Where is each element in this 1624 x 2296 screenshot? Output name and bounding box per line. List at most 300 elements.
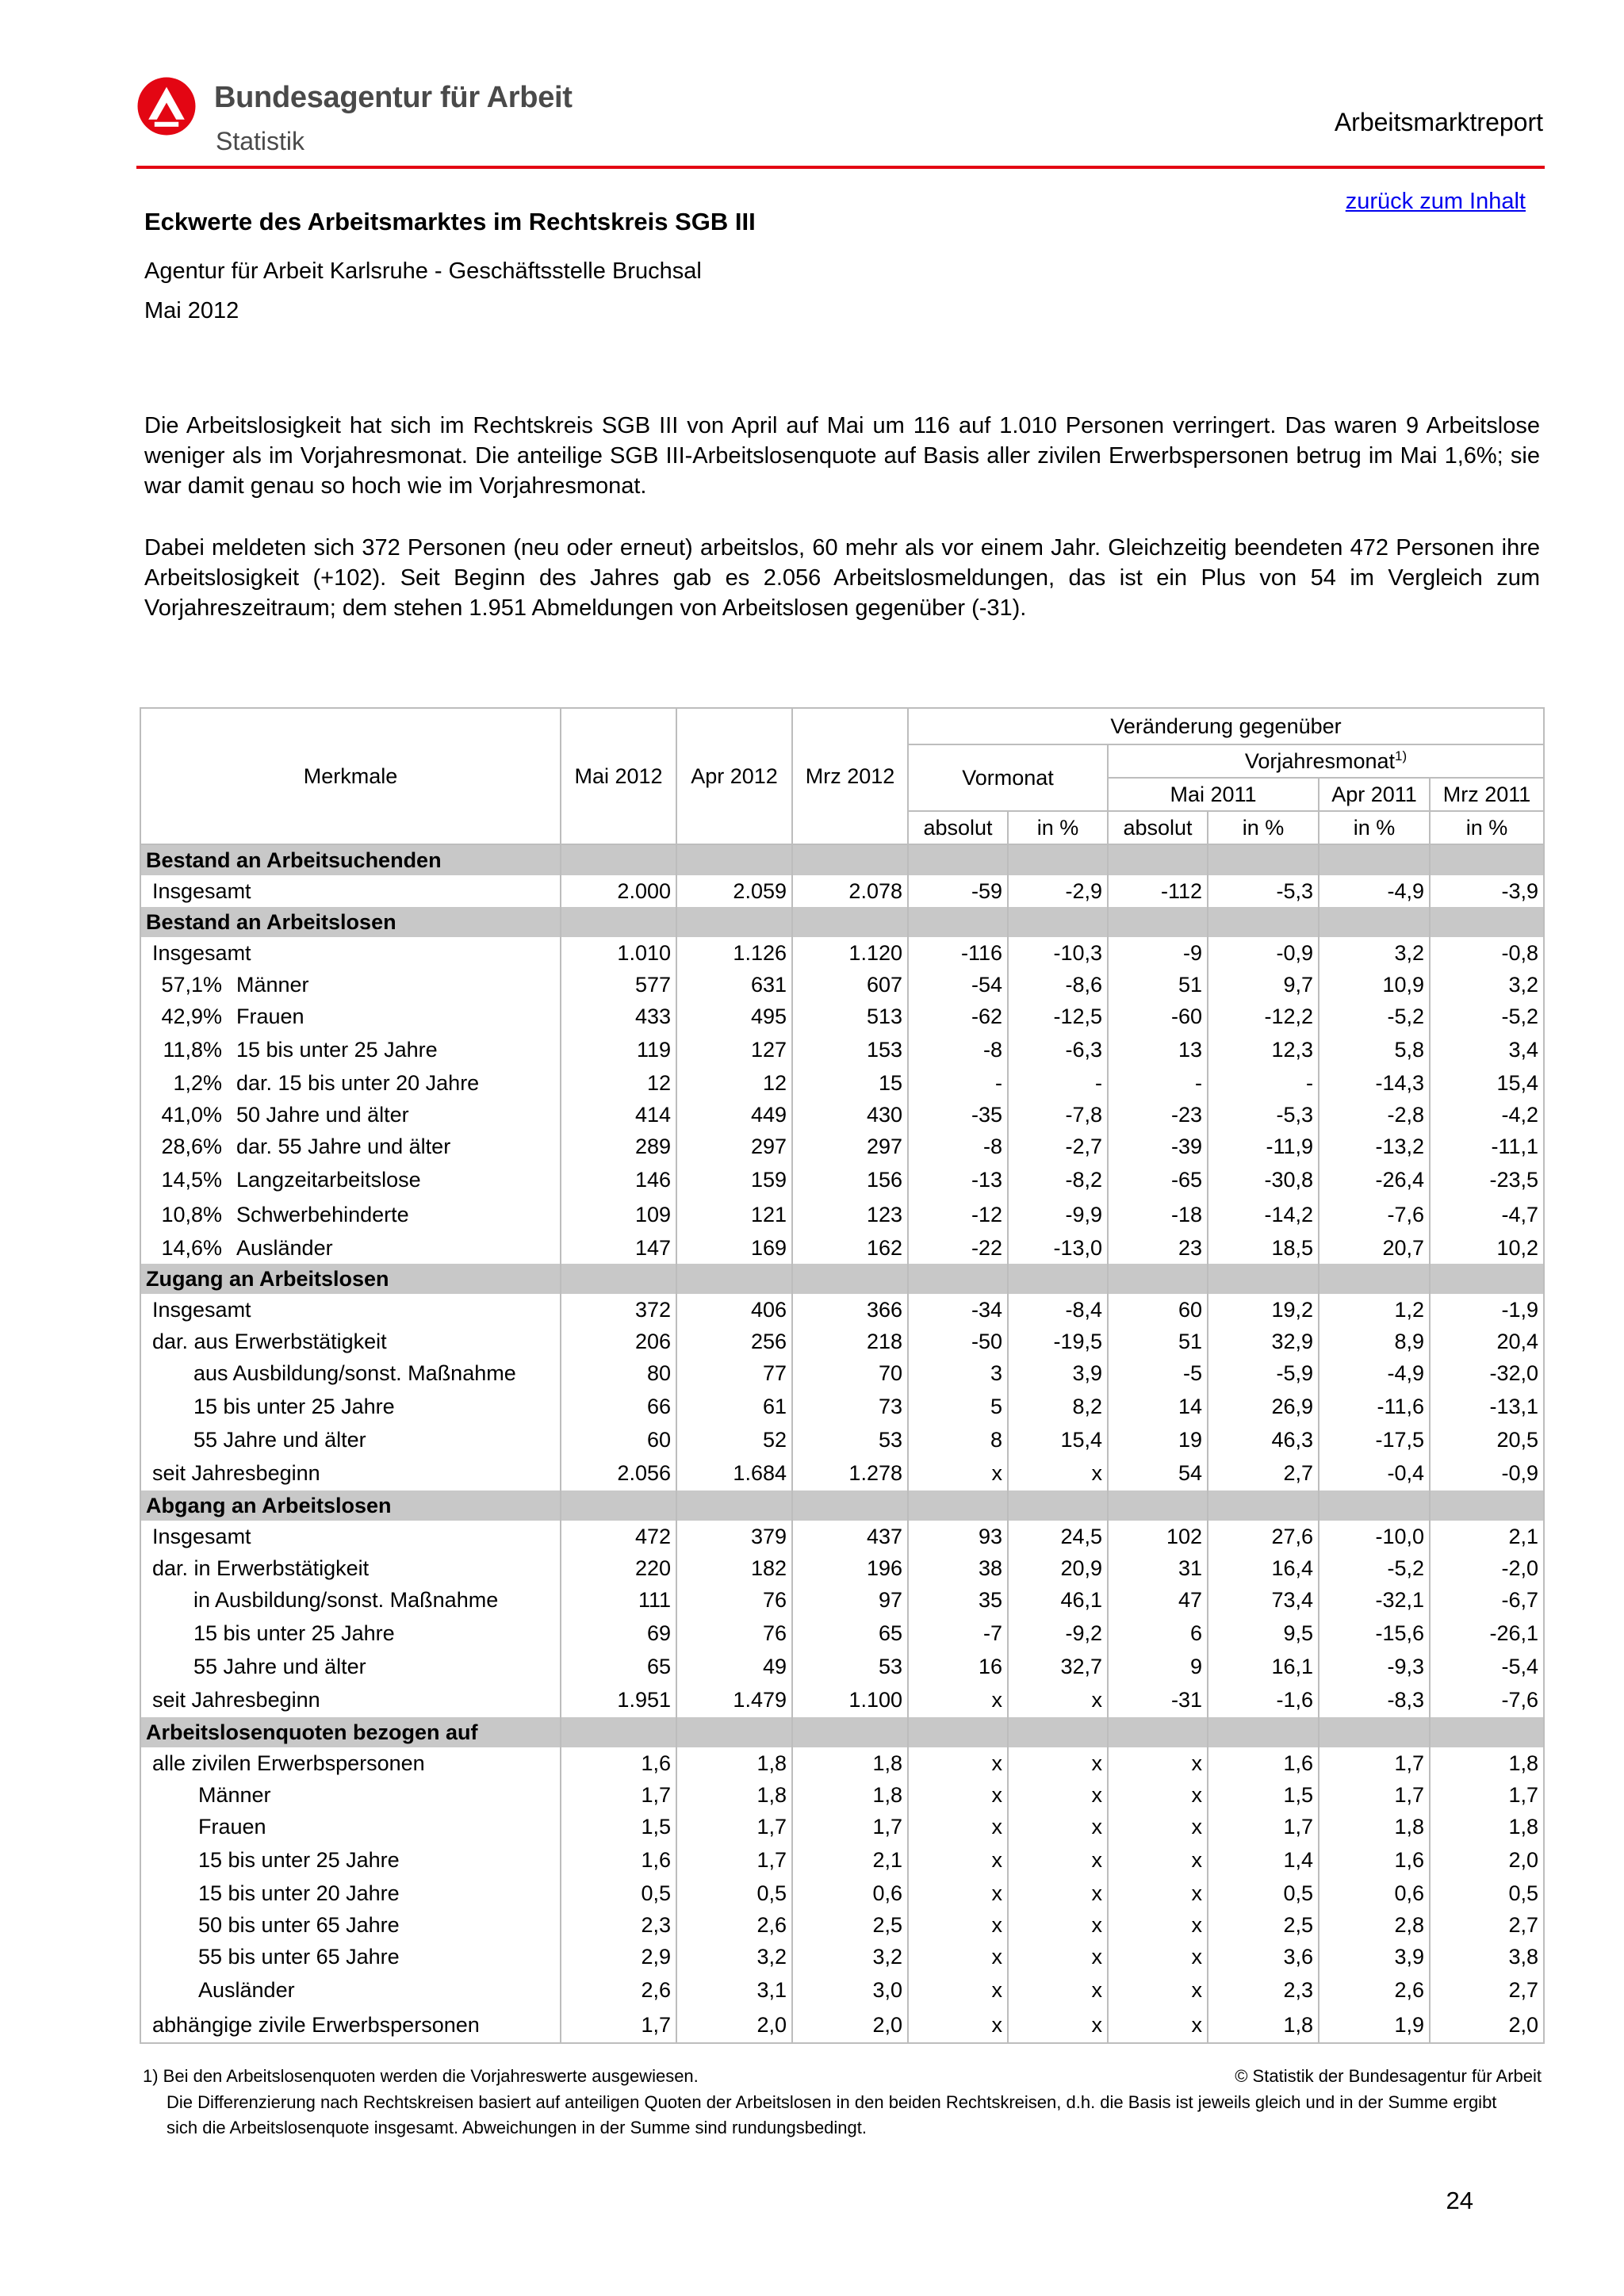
value-cell: -3,9 — [1430, 875, 1544, 907]
value-cell: 97 — [792, 1584, 908, 1616]
row-label: 55 bis unter 65 Jahre — [198, 1944, 400, 1969]
value-cell: -32,0 — [1430, 1357, 1544, 1389]
value-cell: x — [1008, 1973, 1108, 2007]
value-cell: 61 — [676, 1389, 792, 1424]
value-cell: 1,7 — [561, 1779, 676, 1811]
value-cell: x — [1008, 1877, 1108, 1909]
value-cell: 1,7 — [1208, 1811, 1319, 1843]
value-cell: x — [908, 1682, 1008, 1717]
value-cell: -15,6 — [1319, 1616, 1430, 1651]
section-title: Abgang an Arbeitslosen — [140, 1490, 561, 1521]
value-cell: 1.684 — [676, 1456, 792, 1490]
value-cell: 289 — [561, 1131, 676, 1162]
row-label: 15 bis unter 20 Jahre — [198, 1881, 400, 1905]
value-cell: -26,1 — [1430, 1616, 1544, 1651]
value-cell: 123 — [792, 1197, 908, 1232]
value-cell: 1.479 — [676, 1682, 792, 1717]
header-vormonat: Vormonat — [908, 744, 1108, 811]
value-cell: 15,4 — [1008, 1424, 1108, 1456]
section-fill-cell — [1008, 907, 1108, 937]
value-cell: 38 — [908, 1552, 1008, 1584]
value-cell: 14 — [1108, 1389, 1208, 1424]
brand-name: Bundesagentur für Arbeit — [214, 81, 573, 114]
value-cell: -12,2 — [1208, 1001, 1319, 1032]
value-cell: 12 — [561, 1067, 676, 1099]
row-label: seit Jahresbeginn — [152, 1460, 320, 1485]
value-cell: 1,7 — [676, 1811, 792, 1843]
value-cell: 2,1 — [1430, 1521, 1544, 1552]
section-fill-cell — [561, 844, 676, 875]
row-label-cell — [140, 1326, 561, 1357]
row-label-cell — [140, 1032, 561, 1067]
section-fill-cell — [1108, 1490, 1208, 1521]
table-row — [140, 1843, 1544, 1877]
section-fill-cell — [792, 844, 908, 875]
row-label: in Ausbildung/sonst. Maßnahme — [193, 1587, 499, 1612]
value-cell: -35 — [908, 1099, 1008, 1131]
report-period: Mai 2012 — [144, 298, 239, 323]
value-cell: 3,4 — [1430, 1032, 1544, 1067]
value-cell: -14,2 — [1208, 1197, 1319, 1232]
value-cell: 3 — [908, 1357, 1008, 1389]
value-cell: 12 — [676, 1067, 792, 1099]
value-cell: 206 — [561, 1326, 676, 1357]
section-fill-cell — [1108, 907, 1208, 937]
value-cell: 65 — [561, 1651, 676, 1682]
value-cell: 297 — [676, 1131, 792, 1162]
footnote-mark: 1) — [1395, 748, 1408, 763]
header-vorjahresmonat — [1108, 744, 1544, 778]
value-cell: 220 — [561, 1552, 676, 1584]
value-cell: x — [1008, 1941, 1108, 1973]
value-cell: 109 — [561, 1197, 676, 1232]
value-cell: 146 — [561, 1162, 676, 1197]
value-cell: 9,7 — [1208, 969, 1319, 1001]
header-merkmale: Merkmale — [140, 708, 561, 844]
value-cell: 2,0 — [1430, 1843, 1544, 1877]
value-cell: 19 — [1108, 1424, 1208, 1456]
header-vormonat-absolut: absolut — [908, 811, 1008, 844]
header-vorjahr-inpct: in % — [1208, 811, 1319, 844]
value-cell: -5,2 — [1430, 1001, 1544, 1032]
value-cell: -9,3 — [1319, 1651, 1430, 1682]
value-cell: 1,7 — [792, 1811, 908, 1843]
header-veraenderung: Veränderung gegenüber — [908, 708, 1544, 744]
value-cell: 2.000 — [561, 875, 676, 907]
value-cell: 73 — [792, 1389, 908, 1424]
row-label: 50 bis unter 65 Jahre — [198, 1912, 400, 1937]
value-cell: 196 — [792, 1552, 908, 1584]
row-label-cell — [140, 1616, 561, 1651]
table-body — [140, 844, 1544, 2043]
section-title: Arbeitslosenquoten bezogen auf — [140, 1717, 561, 1747]
value-cell: 2,6 — [1319, 1973, 1430, 2007]
header-apr-2011: Apr 2011 — [1319, 778, 1430, 811]
value-cell: x — [1108, 1973, 1208, 2007]
row-label: dar. 55 Jahre und älter — [236, 1134, 451, 1158]
value-cell: 49 — [676, 1651, 792, 1682]
section-fill-cell — [676, 907, 792, 937]
value-cell: 1,9 — [1319, 2007, 1430, 2043]
value-cell: 127 — [676, 1032, 792, 1067]
value-cell: 51 — [1108, 969, 1208, 1001]
value-cell: -12,5 — [1008, 1001, 1108, 1032]
value-cell: -7,8 — [1008, 1099, 1108, 1131]
value-cell: -13,0 — [1008, 1232, 1108, 1264]
value-cell: 24,5 — [1008, 1521, 1108, 1552]
value-cell: 2,9 — [561, 1941, 676, 1973]
value-cell: 16 — [908, 1651, 1008, 1682]
value-cell: -5,9 — [1208, 1357, 1319, 1389]
row-label-cell — [140, 1941, 561, 1973]
value-cell: -7,6 — [1430, 1682, 1544, 1717]
section-fill-cell — [1008, 1490, 1108, 1521]
row-label-cell — [140, 1456, 561, 1490]
section-fill-cell — [908, 1264, 1008, 1294]
value-cell: 60 — [561, 1424, 676, 1456]
header-mrz-2011: Mrz 2011 — [1430, 778, 1544, 811]
value-cell: -8 — [908, 1032, 1008, 1067]
value-cell: 0,6 — [1319, 1877, 1430, 1909]
value-cell: 13 — [1108, 1032, 1208, 1067]
value-cell: x — [908, 1747, 1008, 1779]
table-row — [140, 1032, 1544, 1067]
value-cell: 10,9 — [1319, 969, 1430, 1001]
value-cell: -19,5 — [1008, 1326, 1108, 1357]
row-label-cell — [140, 1584, 561, 1616]
row-label-cell — [140, 969, 561, 1001]
header-rule — [136, 166, 1545, 169]
share-percent: 1,2% — [173, 1070, 222, 1095]
section-fill-cell — [676, 1490, 792, 1521]
section-fill-cell — [792, 907, 908, 937]
value-cell: x — [1108, 1877, 1208, 1909]
value-cell: -12 — [908, 1197, 1008, 1232]
value-cell: x — [1008, 1843, 1108, 1877]
value-cell: 1,5 — [561, 1811, 676, 1843]
row-label-cell — [140, 1973, 561, 2007]
row-label: Insgesamt — [152, 1524, 251, 1548]
value-cell: 513 — [792, 1001, 908, 1032]
row-label-cell — [140, 1294, 561, 1326]
value-cell: -14,3 — [1319, 1067, 1430, 1099]
value-cell: x — [908, 1843, 1008, 1877]
value-cell: 77 — [676, 1357, 792, 1389]
value-cell: 2,6 — [676, 1909, 792, 1941]
section-fill-cell — [1208, 1490, 1319, 1521]
table-row — [140, 1232, 1544, 1264]
value-cell: -60 — [1108, 1001, 1208, 1032]
value-cell: 8 — [908, 1424, 1008, 1456]
row-label-cell — [140, 2007, 561, 2043]
table-row — [140, 2007, 1544, 2043]
value-cell: x — [1008, 1811, 1108, 1843]
value-cell: -31 — [1108, 1682, 1208, 1717]
value-cell: 8,2 — [1008, 1389, 1108, 1424]
value-cell: 10,2 — [1430, 1232, 1544, 1264]
section-title: Bestand an Arbeitslosen — [140, 907, 561, 937]
row-label: dar. aus Erwerbstätigkeit — [152, 1329, 387, 1353]
value-cell: 73,4 — [1208, 1584, 1319, 1616]
value-cell: 3,6 — [1208, 1941, 1319, 1973]
value-cell: 1,6 — [1319, 1843, 1430, 1877]
row-label: 15 bis unter 25 Jahre — [193, 1394, 395, 1418]
value-cell: x — [1108, 1811, 1208, 1843]
value-cell: 121 — [676, 1197, 792, 1232]
value-cell: 433 — [561, 1001, 676, 1032]
value-cell: 2,5 — [792, 1909, 908, 1941]
table-row — [140, 969, 1544, 1001]
row-label-cell — [140, 1099, 561, 1131]
value-cell: 2,1 — [792, 1843, 908, 1877]
row-label-cell — [140, 1389, 561, 1424]
header-mrz2011-inpct: in % — [1430, 811, 1544, 844]
value-cell: 32,9 — [1208, 1326, 1319, 1357]
value-cell: x — [1108, 1843, 1208, 1877]
value-cell: 102 — [1108, 1521, 1208, 1552]
value-cell: - — [1008, 1067, 1108, 1099]
value-cell: 3,8 — [1430, 1941, 1544, 1973]
section-fill-cell — [792, 1264, 908, 1294]
header-mai-2011: Mai 2011 — [1108, 778, 1319, 811]
table-row — [140, 1067, 1544, 1099]
section-fill-cell — [676, 1717, 792, 1747]
report-title: Arbeitsmarktreport — [1334, 108, 1543, 136]
value-cell: -32,1 — [1319, 1584, 1430, 1616]
value-cell: 182 — [676, 1552, 792, 1584]
section-fill-cell — [1108, 1717, 1208, 1747]
table-row — [140, 1389, 1544, 1424]
value-cell: 26,9 — [1208, 1389, 1319, 1424]
value-cell: x — [908, 1941, 1008, 1973]
value-cell: 379 — [676, 1521, 792, 1552]
section-fill-cell — [1430, 1717, 1544, 1747]
row-label-cell — [140, 1779, 561, 1811]
table-row — [140, 1099, 1544, 1131]
value-cell: 27,6 — [1208, 1521, 1319, 1552]
value-cell: 111 — [561, 1584, 676, 1616]
value-cell: x — [1008, 2007, 1108, 2043]
row-label-cell — [140, 1197, 561, 1232]
value-cell: 16,1 — [1208, 1651, 1319, 1682]
header-mrz-2012: Mrz 2012 — [792, 708, 908, 844]
value-cell: 51 — [1108, 1326, 1208, 1357]
section-fill-cell — [792, 1717, 908, 1747]
value-cell: 16,4 — [1208, 1552, 1319, 1584]
value-cell: 2,7 — [1208, 1456, 1319, 1490]
value-cell: 5 — [908, 1389, 1008, 1424]
summary-paragraph-2: Dabei meldeten sich 372 Personen (neu oder erneut) arbeitslos, 60 mehr als vor einem Jahr. Gleichzeitig beendeten 472 Personen ihre Arbeitslosigkeit (+102). Seit Beginn des Jahres gab es 2.056 Arbeitslosmeldungen, das ist ein Plus von 54 im Vergleich zum Vorjahreszeitraum; dem stehen 1.951 Abmeldungen von Arbeitslosen gegenüber (-31). — [144, 535, 1540, 621]
section-fill-cell — [1208, 1717, 1319, 1747]
value-cell: 1.010 — [561, 937, 676, 969]
page-title: Eckwerte des Arbeitsmarktes im Rechtskreis SGB III — [144, 208, 756, 235]
value-cell: x — [908, 2007, 1008, 2043]
section-fill-cell — [1008, 1717, 1108, 1747]
row-label: dar. in Erwerbstätigkeit — [152, 1556, 370, 1580]
value-cell: 1.120 — [792, 937, 908, 969]
value-cell: 80 — [561, 1357, 676, 1389]
value-cell: 69 — [561, 1616, 676, 1651]
row-label: alle zivilen Erwerbspersonen — [152, 1751, 425, 1775]
value-cell: -8,4 — [1008, 1294, 1108, 1326]
section-fill-cell — [1430, 1490, 1544, 1521]
table-row — [140, 1682, 1544, 1717]
value-cell: x — [1108, 1941, 1208, 1973]
section-fill-cell — [908, 1717, 1008, 1747]
section-fill-cell — [1108, 1264, 1208, 1294]
value-cell: x — [908, 1973, 1008, 2007]
value-cell: -65 — [1108, 1162, 1208, 1197]
value-cell: -4,9 — [1319, 1357, 1430, 1389]
value-cell: 449 — [676, 1099, 792, 1131]
value-cell: x — [1008, 1747, 1108, 1779]
value-cell: 1,8 — [792, 1747, 908, 1779]
value-cell: -13,1 — [1430, 1389, 1544, 1424]
value-cell: 2,6 — [561, 1973, 676, 2007]
table-row — [140, 1811, 1544, 1843]
table-row — [140, 1456, 1544, 1490]
value-cell: 2,5 — [1208, 1909, 1319, 1941]
value-cell: 218 — [792, 1326, 908, 1357]
row-label: Männer — [236, 972, 309, 997]
table-row — [140, 1584, 1544, 1616]
value-cell: 15 — [792, 1067, 908, 1099]
table-row — [140, 1001, 1544, 1032]
row-label: aus Ausbildung/sonst. Maßnahme — [193, 1360, 516, 1385]
header-vorjahr-absolut: absolut — [1108, 811, 1208, 844]
value-cell: -5,2 — [1319, 1552, 1430, 1584]
value-cell: 162 — [792, 1232, 908, 1264]
value-cell: 1.951 — [561, 1682, 676, 1717]
value-cell: -8 — [908, 1131, 1008, 1162]
value-cell: -9 — [1108, 937, 1208, 969]
section-fill-cell — [561, 907, 676, 937]
table-row — [140, 937, 1544, 969]
section-fill-cell — [1430, 844, 1544, 875]
value-cell: 1,8 — [676, 1747, 792, 1779]
value-cell: -8,3 — [1319, 1682, 1430, 1717]
value-cell: -62 — [908, 1001, 1008, 1032]
value-cell: 1.278 — [792, 1456, 908, 1490]
value-cell: -0,8 — [1430, 937, 1544, 969]
row-label-cell — [140, 1357, 561, 1389]
value-cell: 3,9 — [1319, 1941, 1430, 1973]
value-cell: 153 — [792, 1032, 908, 1067]
agency-name: Agentur für Arbeit Karlsruhe - Geschäftsstelle Bruchsal — [144, 258, 702, 284]
value-cell: 23 — [1108, 1232, 1208, 1264]
table-row — [140, 1877, 1544, 1909]
value-cell: 19,2 — [1208, 1294, 1319, 1326]
section-fill-cell — [1008, 844, 1108, 875]
table-row — [140, 1651, 1544, 1682]
table-row — [140, 1552, 1544, 1584]
back-to-contents-link[interactable]: zurück zum Inhalt — [1345, 189, 1526, 214]
section-header-row — [140, 844, 1544, 875]
section-fill-cell — [1208, 844, 1319, 875]
value-cell: -10,0 — [1319, 1521, 1430, 1552]
value-cell: 3,2 — [676, 1941, 792, 1973]
value-cell: 119 — [561, 1032, 676, 1067]
value-cell: -2,7 — [1008, 1131, 1108, 1162]
value-cell: 3,1 — [676, 1973, 792, 2007]
value-cell: 18,5 — [1208, 1232, 1319, 1264]
value-cell: x — [908, 1456, 1008, 1490]
value-cell: x — [1108, 2007, 1208, 2043]
value-cell: 1,6 — [561, 1843, 676, 1877]
share-percent: 14,5% — [161, 1167, 222, 1192]
value-cell: x — [908, 1877, 1008, 1909]
row-label: 55 Jahre und älter — [193, 1654, 366, 1678]
value-cell: 159 — [676, 1162, 792, 1197]
value-cell: 15,4 — [1430, 1067, 1544, 1099]
value-cell: 70 — [792, 1357, 908, 1389]
row-label: Männer — [198, 1782, 271, 1807]
table-row — [140, 1616, 1544, 1651]
header-mai-2012: Mai 2012 — [561, 708, 676, 844]
row-label-cell — [140, 1811, 561, 1843]
value-cell: 32,7 — [1008, 1651, 1108, 1682]
value-cell: -5,3 — [1208, 1099, 1319, 1131]
value-cell: -4,9 — [1319, 875, 1430, 907]
section-header-row — [140, 907, 1544, 937]
row-label: Ausländer — [236, 1235, 333, 1260]
value-cell: -10,3 — [1008, 937, 1108, 969]
value-cell: -11,6 — [1319, 1389, 1430, 1424]
section-fill-cell — [1319, 844, 1430, 875]
section-header-row — [140, 1717, 1544, 1747]
value-cell: 9 — [1108, 1651, 1208, 1682]
value-cell: -112 — [1108, 875, 1208, 907]
value-cell: 76 — [676, 1616, 792, 1651]
value-cell: 5,8 — [1319, 1032, 1430, 1067]
value-cell: 8,9 — [1319, 1326, 1430, 1357]
value-cell: -1,6 — [1208, 1682, 1319, 1717]
section-fill-cell — [1319, 907, 1430, 937]
value-cell: 1,5 — [1208, 1779, 1319, 1811]
row-label: dar. 15 bis unter 20 Jahre — [236, 1070, 480, 1095]
value-cell: -18 — [1108, 1197, 1208, 1232]
value-cell: x — [1108, 1747, 1208, 1779]
row-label-cell — [140, 1067, 561, 1099]
value-cell: 2.059 — [676, 875, 792, 907]
header-apr-2012: Apr 2012 — [676, 708, 792, 844]
table-row — [140, 1779, 1544, 1811]
row-label-cell — [140, 1909, 561, 1941]
header-apr2011-inpct: in % — [1319, 811, 1430, 844]
section-fill-cell — [908, 907, 1008, 937]
value-cell: -54 — [908, 969, 1008, 1001]
row-label: Insgesamt — [152, 940, 251, 965]
share-percent: 28,6% — [161, 1134, 222, 1158]
value-cell: -30,8 — [1208, 1162, 1319, 1197]
value-cell: -0,9 — [1430, 1456, 1544, 1490]
bundesagentur-logo-icon — [136, 76, 197, 136]
row-label-cell — [140, 1232, 561, 1264]
row-label-cell — [140, 1162, 561, 1197]
table-row — [140, 1747, 1544, 1779]
row-label-cell — [140, 1877, 561, 1909]
row-label: Frauen — [236, 1004, 304, 1028]
row-label-cell — [140, 1552, 561, 1584]
value-cell: -4,7 — [1430, 1197, 1544, 1232]
value-cell: 3,0 — [792, 1973, 908, 2007]
section-fill-cell — [561, 1264, 676, 1294]
value-cell: 1,7 — [1319, 1747, 1430, 1779]
value-cell: 53 — [792, 1651, 908, 1682]
value-cell: x — [1108, 1779, 1208, 1811]
row-label: 15 bis unter 25 Jahre — [198, 1847, 400, 1872]
value-cell: x — [1108, 1909, 1208, 1941]
